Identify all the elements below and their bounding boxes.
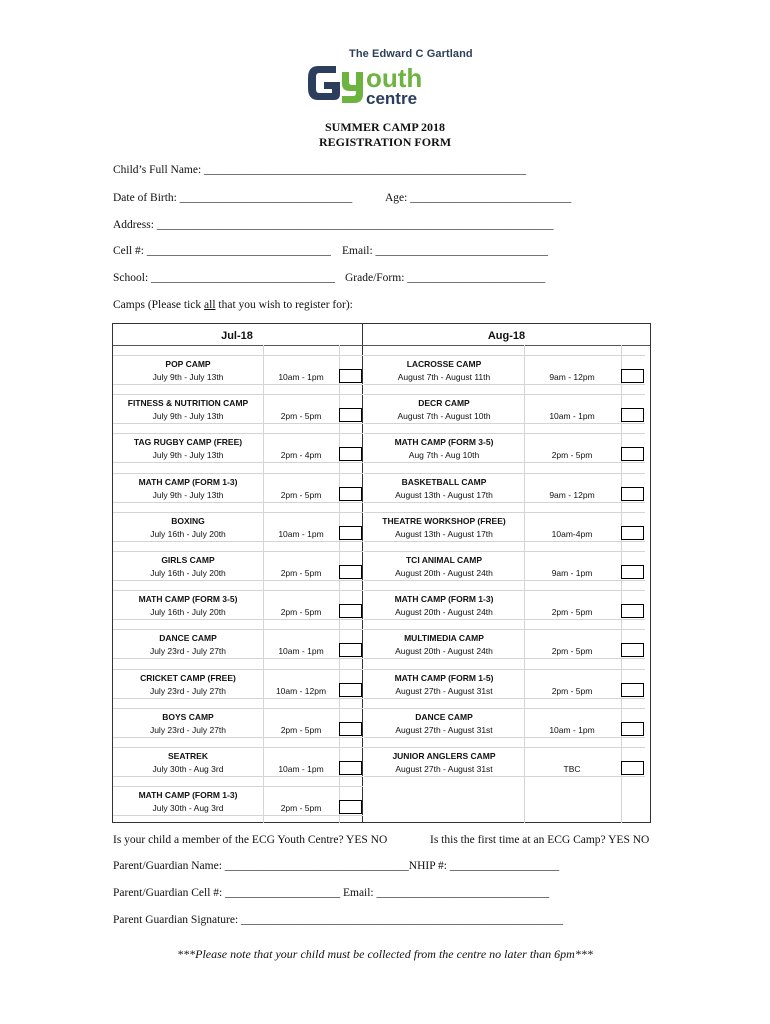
camp-checkbox[interactable]	[621, 565, 644, 579]
member-question: Is your child a member of the ECG Youth Centre? YES NO	[113, 834, 388, 846]
grid-line	[113, 737, 363, 738]
camp-name: CRICKET CAMP (FREE)	[140, 672, 236, 683]
camp-dates: August 7th - August 10th	[397, 411, 491, 422]
grid-line	[113, 619, 363, 620]
camp-name: MULTIMEDIA CAMP	[404, 633, 484, 644]
address-field[interactable]: Address: _____________________________________________________________________	[113, 219, 554, 231]
grid-line	[113, 658, 363, 659]
svg-text:outh: outh	[366, 63, 423, 93]
camp-dates: July 9th - July 13th	[152, 372, 224, 382]
grid-line	[113, 433, 363, 434]
grid-line	[113, 394, 363, 395]
grid-line	[364, 541, 645, 542]
grid-line	[364, 473, 645, 474]
table-divider	[362, 323, 363, 823]
camp-dates: July 9th - July 13th	[152, 450, 224, 461]
child-name-field[interactable]: Child’s Full Name: ________________________________________________________	[113, 164, 527, 176]
camp-name: JUNIOR ANGLERS CAMP	[392, 751, 496, 761]
grid-line	[364, 669, 645, 670]
grid-line	[364, 502, 645, 503]
grid-line	[113, 355, 363, 356]
camp-name: TCI ANIMAL CAMP	[405, 555, 483, 565]
grid-line	[364, 580, 645, 581]
camp-dates: August 20th - August 24th	[395, 568, 493, 578]
grid-line	[113, 551, 363, 552]
camp-time: 2pm - 5pm	[551, 646, 593, 657]
camp-name: FITNESS & NUTRITION CAMP	[127, 398, 249, 409]
camp-dates: August 13th - August 17th	[395, 528, 493, 539]
camp-time: 2pm - 5pm	[280, 489, 322, 500]
cell-field[interactable]: Cell #: ________________________________	[113, 245, 331, 257]
camp-dates: August 20th - August 24th	[395, 646, 493, 657]
camp-name: MATH CAMP (FORM 1-3)	[394, 594, 494, 605]
camp-checkbox[interactable]	[621, 526, 644, 540]
grid-line	[113, 502, 363, 503]
camp-time: 2pm - 4pm	[280, 450, 322, 461]
grid-line	[113, 473, 363, 474]
camp-dates: August 27th - August 31st	[395, 724, 493, 735]
camp-dates: July 9th - July 13th	[152, 411, 224, 422]
grid-line	[113, 462, 363, 463]
grid-line	[364, 433, 645, 434]
camp-checkbox[interactable]	[339, 604, 362, 618]
camp-checkbox[interactable]	[621, 722, 644, 736]
camp-checkbox[interactable]	[339, 526, 362, 540]
email-field[interactable]: Email: ______________________________	[342, 245, 549, 257]
camps-instruction-all: all	[204, 299, 216, 311]
camp-checkbox[interactable]	[621, 643, 644, 657]
july-header: Jul-18	[221, 330, 253, 342]
camp-dates: August 27th - August 31st	[395, 685, 493, 696]
pickup-note: ***Please note that your child must be collected from the centre no later than 6pm***	[177, 947, 593, 961]
camp-checkbox[interactable]	[339, 761, 362, 775]
camp-name: THEATRE WORKSHOP (FREE)	[382, 515, 506, 526]
grid-line	[364, 737, 645, 738]
camps-instruction-prefix: Camps (Please tick	[113, 299, 205, 311]
camp-dates: July 23rd - July 27th	[149, 646, 227, 657]
first-time-question: Is this the first time at an ECG Camp? YES NO	[430, 834, 650, 846]
header-rule	[113, 345, 650, 346]
camp-name: DANCE CAMP	[159, 633, 217, 644]
camp-dates: July 23rd - July 27th	[149, 724, 227, 735]
grid-line	[364, 355, 645, 356]
grid-line	[113, 815, 363, 816]
grid-line	[364, 590, 645, 591]
camp-checkbox[interactable]	[339, 643, 362, 657]
camp-name: SEATREK	[168, 751, 208, 761]
camp-time: TBC	[563, 764, 581, 774]
grid-line	[364, 658, 645, 659]
camp-name: MATH CAMP (FORM 3-5)	[138, 594, 238, 605]
camp-time: 10am - 1pm	[278, 764, 324, 774]
grid-line	[364, 619, 645, 620]
grid-line	[113, 384, 363, 385]
grid-line	[113, 541, 363, 542]
camp-time: 2pm - 5pm	[280, 411, 322, 422]
youth-centre-logo	[306, 60, 472, 106]
camp-time: 10am - 1pm	[278, 646, 324, 657]
parent-cell-field[interactable]: Parent/Guardian Cell #: ____________________ Email: ______________________________	[113, 887, 550, 899]
grid-line	[364, 423, 645, 424]
grid-line	[113, 708, 363, 709]
camp-name: MATH CAMP (FORM 3-5)	[394, 437, 494, 448]
camp-time: 10am - 1pm	[278, 372, 324, 382]
grid-line	[364, 512, 645, 513]
g-letter-icon	[308, 66, 340, 100]
camp-name: TAG RUGBY CAMP (FREE)	[133, 437, 243, 448]
grid-line	[113, 698, 363, 699]
grid-line	[113, 580, 363, 581]
grid-line	[113, 786, 363, 787]
parent-name-field[interactable]: Parent/Guardian Name: ________________________________NHIP #: ___________________	[113, 860, 560, 872]
camp-checkbox[interactable]	[339, 487, 362, 501]
grid-line	[113, 629, 363, 630]
camp-time: 10am - 1pm	[278, 528, 324, 539]
grid-line	[364, 462, 645, 463]
svg-text:centre: centre	[366, 89, 418, 106]
camp-time: 2pm - 5pm	[551, 607, 593, 618]
grid-line	[364, 747, 645, 748]
camp-name: MATH CAMP (FORM 1-5)	[394, 672, 494, 683]
grid-line	[113, 747, 363, 748]
camp-time: 10am-4pm	[551, 528, 593, 539]
camp-name: DANCE CAMP	[415, 711, 473, 722]
grid-line	[113, 669, 363, 670]
camp-time: 2pm - 5pm	[280, 568, 322, 578]
camp-time: 10am - 12pm	[275, 685, 327, 696]
camp-dates: July 23rd - July 27th	[149, 685, 227, 696]
school-field[interactable]: School: ________________________________	[113, 272, 336, 284]
camp-checkbox[interactable]	[621, 604, 644, 618]
camp-name: MATH CAMP (FORM 1-3)	[138, 790, 238, 801]
camp-checkbox[interactable]	[621, 408, 644, 422]
camps-instruction-suffix: that you wish to register for):	[215, 299, 353, 311]
camp-dates: Aug 7th - Aug 10th	[408, 450, 480, 461]
camp-dates: August 20th - August 24th	[395, 607, 493, 618]
grid-line	[113, 423, 363, 424]
camp-checkbox[interactable]	[621, 487, 644, 501]
camp-dates: July 16th - July 20th	[150, 528, 226, 539]
camp-checkbox[interactable]	[339, 369, 362, 383]
form-title-line1: SUMMER CAMP 2018	[325, 120, 445, 134]
dob-field[interactable]: Date of Birth: ______________________________	[113, 192, 353, 204]
grid-line	[364, 384, 645, 385]
camp-time: 2pm - 5pm	[280, 607, 322, 618]
grid-line	[364, 776, 645, 777]
camp-checkbox[interactable]	[339, 800, 362, 814]
grid-line	[364, 629, 645, 630]
camp-dates: August 7th - August 11th	[397, 372, 491, 382]
camp-name: LACROSSE CAMP	[406, 359, 482, 369]
grade-field[interactable]: Grade/Form: ________________________	[345, 272, 546, 284]
grid-line	[364, 394, 645, 395]
camp-time: 2pm - 5pm	[280, 803, 322, 814]
camp-dates: July 30th - Aug 3rd	[152, 803, 224, 814]
camp-dates: July 9th - July 13th	[152, 489, 224, 500]
form-title-line2: REGISTRATION FORM	[318, 135, 452, 149]
camp-name: GIRLS CAMP	[161, 555, 215, 565]
camps-instruction	[113, 299, 353, 311]
grid-line	[364, 698, 645, 699]
camp-dates: July 30th - Aug 3rd	[152, 764, 224, 774]
camp-checkbox[interactable]	[339, 565, 362, 579]
camp-dates: August 27th - August 31st	[395, 764, 493, 774]
camp-checkbox[interactable]	[621, 761, 644, 775]
camp-name: BOYS CAMP	[162, 711, 214, 722]
august-header: Aug-18	[487, 330, 526, 342]
camp-time: 9am - 12pm	[549, 489, 595, 500]
camp-time: 9am - 1pm	[551, 568, 593, 578]
camp-time: 10am - 1pm	[549, 411, 595, 422]
signature-field[interactable]: Parent Guardian Signature: ________________________________________________________	[113, 914, 564, 926]
camp-checkbox[interactable]	[339, 447, 362, 461]
logo-org-name: The Edward C Gartland	[349, 48, 473, 60]
grid-line	[113, 776, 363, 777]
grid-line	[113, 590, 363, 591]
camp-checkbox[interactable]	[621, 683, 644, 697]
camp-time: 2pm - 5pm	[551, 685, 593, 696]
camp-dates: July 16th - July 20th	[150, 568, 226, 578]
grid-line	[364, 708, 645, 709]
y-letter-icon	[342, 72, 363, 103]
age-field[interactable]: Age: ____________________________	[385, 192, 572, 204]
camp-time: 2pm - 5pm	[280, 724, 322, 735]
camp-time: 10am - 1pm	[549, 724, 595, 735]
camp-checkbox[interactable]	[339, 722, 362, 736]
camp-checkbox[interactable]	[339, 408, 362, 422]
camp-name: MATH CAMP (FORM 1-3)	[138, 476, 238, 487]
grid-line	[113, 512, 363, 513]
camp-checkbox[interactable]	[621, 447, 644, 461]
camp-time: 9am - 12pm	[549, 372, 595, 382]
camp-time: 2pm - 5pm	[551, 450, 593, 461]
grid-line	[364, 551, 645, 552]
camp-name: DECR CAMP	[418, 398, 470, 409]
camp-checkbox[interactable]	[621, 369, 644, 383]
camp-name: BOXING	[171, 515, 205, 526]
camp-name: BASKETBALL CAMP	[401, 476, 487, 487]
camp-dates: August 13th - August 17th	[395, 489, 493, 500]
camp-name: POP CAMP	[165, 359, 211, 369]
camp-checkbox[interactable]	[339, 683, 362, 697]
camp-dates: July 16th - July 20th	[150, 607, 226, 618]
